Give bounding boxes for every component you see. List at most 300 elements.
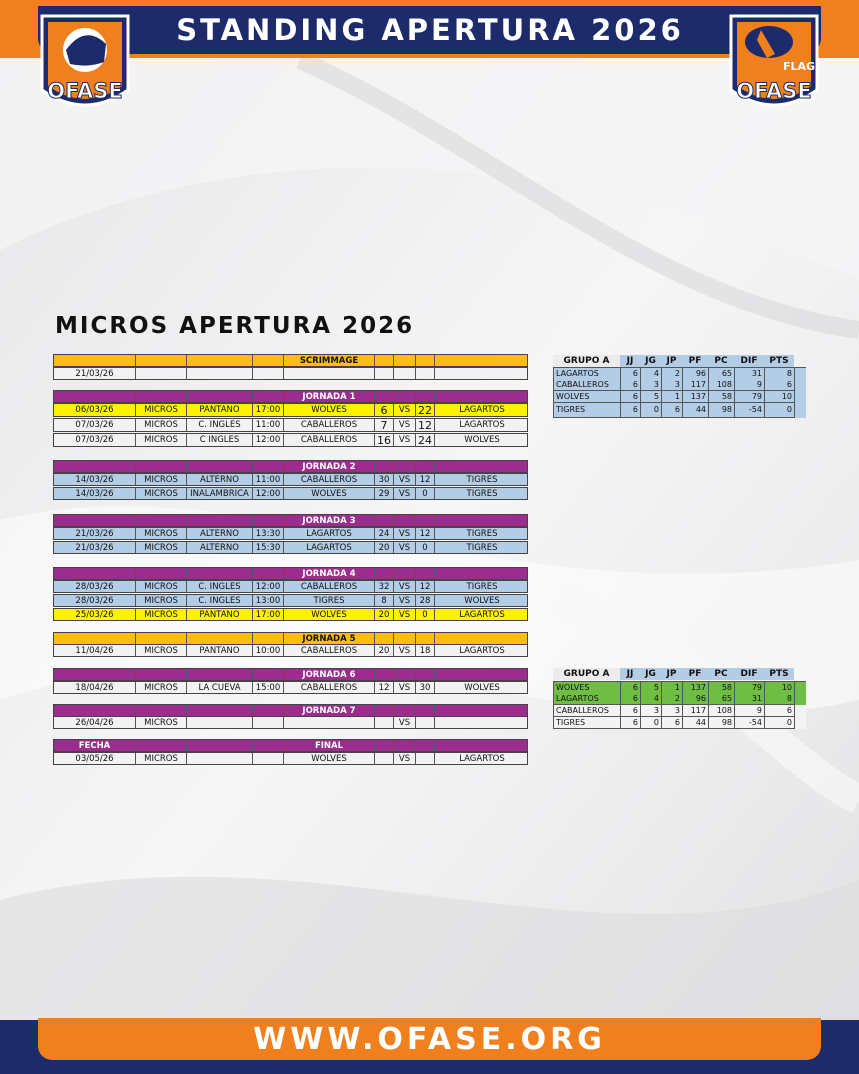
table-row: [53, 541, 528, 554]
table-cell: MICROS: [136, 542, 187, 553]
table-cell: 12: [416, 419, 435, 431]
table-cell: ALTERNO: [187, 474, 253, 485]
table-cell: VS: [394, 717, 416, 728]
table-cell: 108: [709, 379, 735, 391]
table-cell: VS: [394, 474, 416, 485]
table-cell: 06/03/26: [54, 404, 136, 416]
table-cell: [54, 568, 136, 579]
table-cell: 6: [621, 717, 641, 729]
table-cell: [435, 515, 529, 526]
table-cell: JORNADA 5: [284, 633, 375, 644]
standings-2-header: [553, 668, 806, 680]
table-cell: 6: [621, 705, 641, 717]
table-cell: 13:30: [253, 528, 284, 539]
table-cell: 6: [621, 682, 641, 694]
table-cell: 07/03/26: [54, 434, 136, 446]
table-cell: [375, 391, 394, 402]
standings-row: [553, 391, 806, 403]
table-cell: DIF: [734, 668, 764, 680]
table-cell: CABALLEROS: [554, 379, 621, 391]
scrimmage-title: SCRIMMAGE: [284, 355, 375, 366]
table-cell: 6: [621, 391, 641, 403]
standings-1-header: [553, 355, 806, 367]
table-row: [53, 487, 528, 500]
standings-row: [553, 717, 806, 729]
table-cell: 07/03/26: [54, 419, 136, 431]
table-cell: 21/03/26: [54, 528, 136, 539]
table-cell: PTS: [764, 355, 794, 367]
standings-row: [553, 705, 806, 717]
table-cell: C INGLES: [187, 434, 253, 446]
table-cell: [416, 717, 435, 728]
table-cell: 117: [683, 379, 709, 391]
table-row: [53, 644, 528, 657]
table-cell: [187, 633, 253, 644]
table-cell: 20: [375, 645, 394, 656]
table-cell: 65: [709, 693, 735, 705]
table-cell: 3: [641, 379, 662, 391]
table-cell: [375, 669, 394, 680]
table-cell: PANTANO: [187, 609, 253, 620]
table-cell: JP: [661, 668, 682, 680]
table-cell: WOLVES: [284, 488, 375, 499]
table-cell: [416, 461, 435, 472]
table-cell: [416, 515, 435, 526]
table-cell: 6: [765, 705, 795, 717]
table-cell: 3: [641, 705, 662, 717]
table-cell: 9: [735, 379, 765, 391]
table-cell: [253, 391, 284, 402]
table-cell: [187, 355, 253, 366]
table-row: [53, 367, 528, 380]
table-row: [53, 433, 528, 447]
table-cell: MICROS: [136, 753, 187, 764]
table-cell: [136, 368, 187, 379]
table-cell: [394, 568, 416, 579]
table-cell: 65: [709, 368, 735, 380]
table-cell: MICROS: [136, 434, 187, 446]
table-cell: 24: [375, 528, 394, 539]
table-cell: [416, 368, 435, 379]
table-cell: 137: [683, 391, 709, 403]
table-cell: VS: [394, 434, 416, 446]
table-cell: MICROS: [136, 645, 187, 656]
table-cell: 98: [709, 403, 735, 418]
table-cell: 1: [662, 682, 683, 694]
table-cell: [416, 568, 435, 579]
table-cell: LAGARTOS: [459, 754, 505, 764]
table-cell: PC: [708, 355, 734, 367]
table-cell: 58: [709, 391, 735, 403]
table-cell: 32: [375, 581, 394, 592]
table-cell: WOLVES: [464, 683, 500, 693]
table-cell: INALAMBRICA: [187, 488, 253, 499]
table-cell: LA CUEVA: [187, 682, 253, 693]
table-cell: [253, 705, 284, 716]
table-cell: VS: [394, 645, 416, 656]
table-cell: 10:00: [253, 645, 284, 656]
table-cell: 44: [683, 717, 709, 729]
table-cell: TIGRES: [554, 717, 621, 729]
table-cell: [375, 515, 394, 526]
table-cell: VS: [394, 542, 416, 553]
table-cell: 12: [416, 528, 435, 539]
table-cell: [187, 753, 253, 764]
table-cell: JJ: [620, 668, 640, 680]
table-cell: 21/03/26: [54, 368, 136, 379]
table-cell: [136, 461, 187, 472]
table-cell: MICROS: [136, 609, 187, 620]
table-cell: 6: [621, 693, 641, 705]
table-cell: [54, 461, 136, 472]
table-cell: VS: [394, 581, 416, 592]
table-cell: TIGRES: [466, 489, 498, 499]
table-cell: 12: [375, 682, 394, 693]
table-cell: [54, 515, 136, 526]
table-cell: 1: [662, 391, 683, 403]
table-cell: [253, 461, 284, 472]
table-cell: [394, 368, 416, 379]
table-cell: 30: [416, 682, 435, 693]
table-cell: [253, 633, 284, 644]
table-cell: MICROS: [136, 419, 187, 431]
table-cell: JORNADA 2: [284, 461, 375, 472]
table-cell: [416, 705, 435, 716]
table-cell: 29: [375, 488, 394, 499]
table-cell: TIGRES: [466, 529, 498, 539]
table-cell: [253, 515, 284, 526]
table-cell: [54, 633, 136, 644]
table-cell: [253, 368, 284, 379]
page-title: STANDING APERTURA 2026: [176, 13, 684, 47]
table-cell: [435, 461, 529, 472]
table-cell: 8: [765, 368, 795, 380]
table-cell: [394, 633, 416, 644]
table-cell: [136, 740, 187, 751]
table-cell: [435, 740, 529, 751]
table-cell: TIGRES: [466, 475, 498, 485]
table-cell: C. INGLES: [187, 419, 253, 431]
table-cell: 12:00: [253, 434, 284, 446]
table-cell: 79: [735, 682, 765, 694]
table-cell: 117: [683, 705, 709, 717]
table-cell: JG: [640, 355, 661, 367]
table-cell: 0: [416, 488, 435, 499]
table-cell: [136, 669, 187, 680]
table-cell: PF: [682, 668, 708, 680]
jornada-4-header: [53, 567, 528, 580]
table-cell: GRUPO A: [553, 668, 620, 680]
table-cell: VS: [394, 753, 416, 764]
table-cell: [416, 753, 435, 764]
table-cell: [416, 633, 435, 644]
table-cell: MICROS: [136, 488, 187, 499]
table-cell: [136, 633, 187, 644]
table-cell: C. INGLES: [187, 581, 253, 592]
table-cell: 18/04/26: [54, 682, 136, 693]
table-cell: [394, 705, 416, 716]
table-cell: 28/03/26: [54, 595, 136, 606]
table-cell: 7: [375, 419, 394, 431]
table-cell: 11:00: [253, 474, 284, 485]
table-cell: MICROS: [136, 404, 187, 416]
table-cell: VS: [394, 609, 416, 620]
table-cell: 6: [662, 403, 683, 418]
table-cell: [435, 391, 529, 402]
table-cell: [187, 740, 253, 751]
table-cell: 25/03/26: [54, 609, 136, 620]
table-cell: [416, 355, 435, 366]
standings-row: [553, 379, 806, 391]
ofase-flag-logo-right: [727, 12, 821, 116]
table-cell: -54: [735, 717, 765, 729]
table-cell: 8: [375, 595, 394, 606]
table-cell: [253, 717, 284, 728]
table-cell: VS: [394, 682, 416, 693]
table-cell: [394, 740, 416, 751]
table-cell: 26/04/26: [54, 717, 136, 728]
table-cell: LAGARTOS: [284, 528, 375, 539]
table-cell: 8: [765, 693, 795, 705]
table-cell: WOLVES: [464, 435, 500, 445]
table-cell: [375, 355, 394, 366]
table-cell: 28: [416, 595, 435, 606]
table-cell: [187, 461, 253, 472]
table-cell: CABALLEROS: [284, 581, 375, 592]
table-cell: [375, 753, 394, 764]
table-cell: JJ: [620, 355, 640, 367]
table-cell: 31: [735, 368, 765, 380]
table-cell: MICROS: [136, 717, 187, 728]
table-cell: [54, 355, 136, 366]
table-cell: [435, 669, 529, 680]
table-cell: 79: [735, 391, 765, 403]
table-cell: 12: [416, 474, 435, 485]
table-cell: [187, 705, 253, 716]
table-cell: [394, 355, 416, 366]
table-cell: 17:00: [253, 404, 284, 416]
table-cell: 6: [765, 379, 795, 391]
table-cell: CABALLEROS: [284, 419, 375, 431]
table-cell: GRUPO A: [553, 355, 620, 367]
table-cell: 21/03/26: [54, 542, 136, 553]
table-cell: [187, 515, 253, 526]
table-cell: 96: [683, 693, 709, 705]
table-cell: WOLVES: [284, 609, 375, 620]
table-row: [53, 681, 528, 694]
table-cell: 5: [641, 391, 662, 403]
svg-text:OFASE: OFASE: [47, 79, 123, 103]
table-cell: ALTERNO: [187, 542, 253, 553]
standings-row: [553, 693, 806, 705]
table-cell: 12:00: [253, 581, 284, 592]
table-cell: 22: [416, 404, 435, 416]
ofase-logo-left: [38, 12, 132, 116]
table-cell: [375, 717, 394, 728]
table-cell: 4: [641, 368, 662, 380]
table-cell: LAGARTOS: [554, 368, 621, 380]
svg-text:FLAG: FLAG: [782, 60, 816, 73]
table-cell: [187, 717, 253, 728]
table-cell: 0: [641, 403, 662, 418]
table-cell: 14/03/26: [54, 488, 136, 499]
table-cell: LAGARTOS: [284, 542, 375, 553]
table-cell: [375, 633, 394, 644]
table-row: [53, 608, 528, 621]
jornada-2-header: [53, 460, 528, 473]
table-cell: [136, 355, 187, 366]
table-cell: VS: [394, 528, 416, 539]
table-cell: 0: [765, 403, 795, 418]
table-cell: 108: [709, 705, 735, 717]
table-cell: 6: [621, 403, 641, 418]
table-row: [53, 716, 528, 729]
table-cell: [394, 669, 416, 680]
table-cell: MICROS: [136, 581, 187, 592]
table-cell: WOLVES: [464, 596, 500, 606]
table-cell: WOLVES: [284, 753, 375, 764]
table-row: [53, 418, 528, 432]
table-cell: 28/03/26: [54, 581, 136, 592]
jornada-1-header: [53, 390, 528, 403]
table-cell: 30: [375, 474, 394, 485]
table-cell: LAGARTOS: [459, 405, 505, 415]
table-cell: 20: [375, 542, 394, 553]
jornada-3-header: [53, 514, 528, 527]
table-cell: 5: [641, 682, 662, 694]
table-row: [53, 527, 528, 540]
table-cell: JORNADA 4: [284, 568, 375, 579]
table-cell: TIGRES: [554, 403, 621, 418]
table-cell: [253, 740, 284, 751]
table-cell: 18: [416, 645, 435, 656]
table-cell: JORNADA 7: [284, 705, 375, 716]
table-cell: 13:00: [253, 595, 284, 606]
table-cell: TIGRES: [466, 582, 498, 592]
table-cell: 11/04/26: [54, 645, 136, 656]
table-cell: 20: [375, 609, 394, 620]
footer-url-link[interactable]: WWW.OFASE.ORG: [253, 1022, 606, 1057]
table-cell: [284, 717, 375, 728]
table-cell: JORNADA 1: [284, 391, 375, 402]
table-cell: [435, 705, 529, 716]
table-cell: VS: [394, 595, 416, 606]
table-cell: 6: [621, 368, 641, 380]
table-cell: 6: [662, 717, 683, 729]
table-cell: MICROS: [136, 474, 187, 485]
table-cell: JORNADA 6: [284, 669, 375, 680]
table-cell: MICROS: [136, 528, 187, 539]
table-cell: 17:00: [253, 609, 284, 620]
table-cell: 12: [416, 581, 435, 592]
table-cell: 6: [621, 379, 641, 391]
table-cell: [394, 391, 416, 402]
table-cell: 0: [416, 609, 435, 620]
table-cell: FINAL: [284, 740, 375, 751]
table-cell: 137: [683, 682, 709, 694]
table-cell: 3: [662, 705, 683, 717]
table-cell: PANTANO: [187, 645, 253, 656]
table-cell: 10: [765, 391, 795, 403]
table-cell: [416, 391, 435, 402]
table-cell: 11:00: [253, 419, 284, 431]
table-cell: [187, 669, 253, 680]
table-cell: JORNADA 3: [284, 515, 375, 526]
table-cell: TIGRES: [466, 543, 498, 553]
table-cell: [136, 391, 187, 402]
table-cell: 4: [641, 693, 662, 705]
table-cell: [375, 368, 394, 379]
table-cell: [375, 461, 394, 472]
table-cell: TIGRES: [284, 595, 375, 606]
table-cell: 03/05/26: [54, 753, 136, 764]
table-cell: JP: [661, 355, 682, 367]
table-cell: [253, 568, 284, 579]
table-cell: [136, 515, 187, 526]
table-cell: [375, 705, 394, 716]
table-cell: -54: [735, 403, 765, 418]
table-cell: 0: [416, 542, 435, 553]
table-cell: 12:00: [253, 488, 284, 499]
table-cell: 3: [662, 379, 683, 391]
table-cell: WOLVES: [284, 404, 375, 416]
table-cell: [187, 568, 253, 579]
table-cell: 0: [765, 717, 795, 729]
table-cell: [394, 515, 416, 526]
table-cell: CABALLEROS: [284, 645, 375, 656]
scrimmage-header: [53, 354, 528, 367]
table-cell: [435, 355, 529, 366]
table-cell: 15:30: [253, 542, 284, 553]
table-cell: ALTERNO: [187, 528, 253, 539]
table-cell: 2: [662, 368, 683, 380]
table-cell: VS: [394, 404, 416, 416]
table-cell: DIF: [734, 355, 764, 367]
table-cell: PC: [708, 668, 734, 680]
table-cell: CABALLEROS: [554, 705, 621, 717]
table-cell: VS: [394, 488, 416, 499]
table-cell: LAGARTOS: [554, 693, 621, 705]
table-cell: 9: [735, 705, 765, 717]
table-cell: [54, 705, 136, 716]
table-cell: 0: [641, 717, 662, 729]
table-cell: 96: [683, 368, 709, 380]
jornada-6-header: [53, 668, 528, 681]
table-cell: [136, 705, 187, 716]
table-row: [53, 403, 528, 417]
table-cell: PTS: [764, 668, 794, 680]
table-cell: LAGARTOS: [459, 646, 505, 656]
table-cell: C. INGLES: [187, 595, 253, 606]
section-title: MICROS APERTURA 2026: [55, 313, 415, 339]
final-header: [53, 739, 528, 752]
table-cell: 44: [683, 403, 709, 418]
standings-row: [553, 403, 806, 418]
table-cell: WOLVES: [554, 391, 621, 403]
table-cell: [253, 669, 284, 680]
table-cell: VS: [394, 419, 416, 431]
table-cell: JG: [640, 668, 661, 680]
table-row: [53, 752, 528, 765]
table-cell: FECHA: [54, 740, 136, 751]
table-cell: 15:00: [253, 682, 284, 693]
table-cell: [253, 355, 284, 366]
table-cell: 98: [709, 717, 735, 729]
table-cell: [416, 740, 435, 751]
table-cell: MICROS: [136, 682, 187, 693]
table-cell: [435, 717, 529, 728]
table-cell: [435, 633, 529, 644]
